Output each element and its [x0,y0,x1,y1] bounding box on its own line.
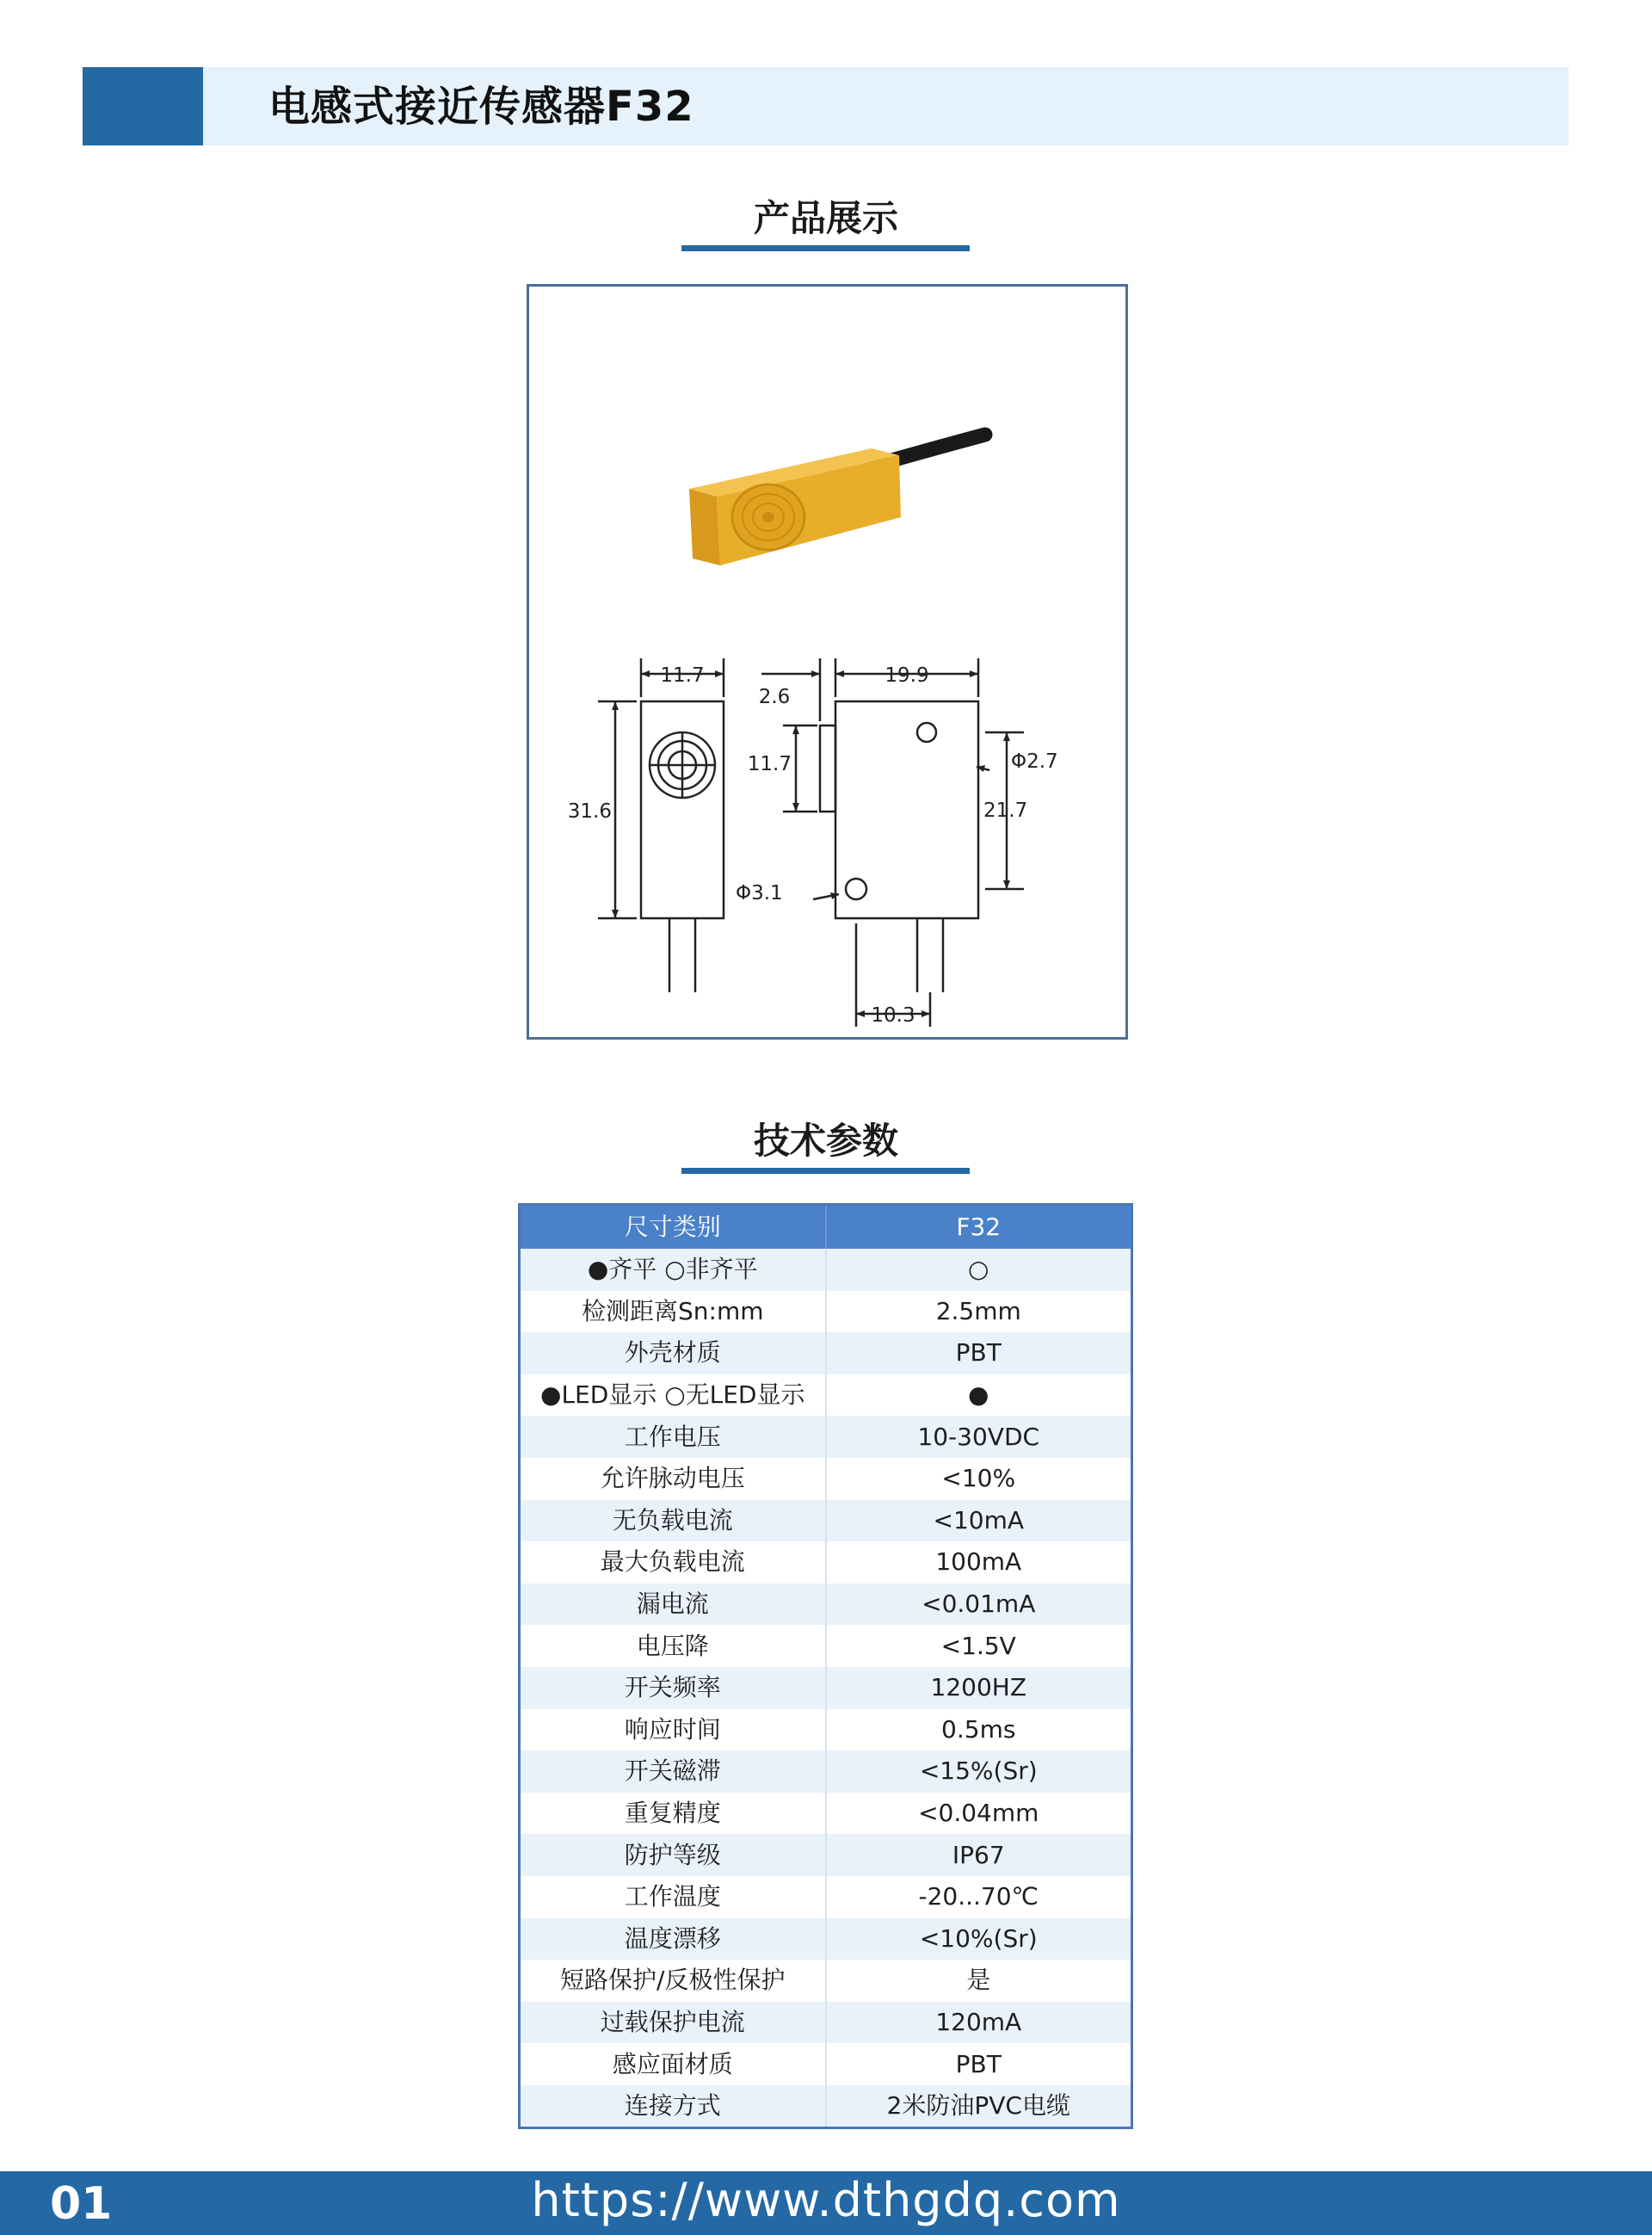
table-row [521,1541,1131,1584]
table-row [521,1625,1131,1667]
table-row [521,1750,1131,1793]
section-title-specs: 技术参数 [753,1120,898,1162]
table-cell-value: 2米防油PVC电缆 [886,2091,1070,2121]
table-cell-value: -20...70℃ [918,1882,1039,1911]
dim-lead-spacing: 10.3 [871,1004,915,1027]
table-row [521,2002,1131,2044]
dim-step-height: 11.7 [747,753,792,775]
dim-hole-small: Φ2.7 [1011,750,1058,773]
sensor-photo [689,435,985,565]
table-row [521,1709,1131,1751]
table-cell-label: 感应面材质 [521,2043,827,2085]
table-cell-value: 是 [966,1966,991,1995]
spec-table [518,1203,1133,2129]
table-row [521,1500,1131,1542]
table-row [521,1584,1131,1626]
table-cell-label: 检测距离Sn:mm [521,1291,827,1333]
table-row [521,1960,1131,2002]
table-cell-label: 短路保护/反极性保护 [521,1960,827,2002]
table-row [521,1332,1131,1374]
table-row [521,1876,1131,1918]
dimension-arrows [612,670,1010,1017]
table-cell-label: 响应时间 [521,1709,827,1751]
table-cell-label: 工作温度 [521,1876,827,1918]
dim-hole-spacing: 21.7 [983,800,1028,822]
section-title-product: 产品展示 [753,197,898,239]
section-underline-product [681,245,970,251]
header-accent-block [83,67,203,145]
table-row [521,1834,1131,1876]
table-cell-value: IP67 [952,1840,1005,1869]
table-cell-label: 过载保护电流 [521,2002,827,2044]
table-row [521,1291,1131,1333]
table-cell-label: 外壳材质 [521,1332,827,1374]
table-cell-label: 温度漂移 [521,1918,827,1960]
table-header-row [521,1206,1131,1249]
table-row [521,1667,1131,1709]
table-row [521,1249,1131,1291]
table-cell-value: <0.01mA [922,1590,1036,1619]
table-header-value: F32 [956,1213,1002,1241]
table-cell-value: <10% [941,1464,1016,1493]
section-underline-specs [681,1168,970,1174]
table-cell-value: <10mA [933,1505,1025,1534]
product-frame [527,284,1128,1040]
table-cell-label: 电压降 [521,1625,827,1667]
table-cell-value: ○ [968,1255,989,1284]
table-cell-label: 漏电流 [521,1584,827,1626]
table-cell-label: ●齐平 ○非齐平 [521,1249,827,1291]
table-cell-value: ● [968,1380,989,1410]
table-cell-value: 2.5mm [935,1296,1021,1325]
table-cell-value: PBT [955,2049,1002,2078]
table-row [521,1416,1131,1458]
table-row [521,2043,1131,2085]
website-link[interactable]: https://www.dthgdq.com [531,2173,1121,2227]
table-cell-value: 10-30VDC [917,1422,1040,1451]
table-cell-value: <15%(Sr) [919,1757,1038,1786]
table-cell-label: 重复精度 [521,1793,827,1835]
table-cell-value: <1.5V [940,1631,1016,1660]
table-row [521,2085,1131,2127]
table-cell-label: 最大负载电流 [521,1541,827,1584]
table-row [521,1918,1131,1960]
table-cell-label: 连接方式 [521,2085,827,2127]
table-cell-value: 120mA [935,2007,1022,2036]
table-cell-label: 开关磁滞 [521,1750,827,1793]
dim-side-width: 19.9 [885,664,929,687]
table-cell-label: 开关频率 [521,1667,827,1709]
product-illustration [529,287,1125,1037]
table-cell-label: 无负载电流 [521,1500,827,1542]
table-cell-value: 0.5ms [941,1714,1016,1744]
dim-offset: 2.6 [758,686,791,708]
dim-front-width: 11.7 [660,664,705,687]
table-cell-value: 100mA [935,1547,1022,1577]
dim-hole-large: Φ3.1 [736,882,783,904]
table-cell-value: 1200HZ [930,1673,1026,1702]
dim-front-height: 31.6 [567,800,612,823]
table-cell-label: 防护等级 [521,1834,827,1876]
page-number: 01 [50,2178,113,2230]
table-cell-value: PBT [955,1338,1002,1368]
table-row [521,1374,1131,1417]
table-cell-label: 允许脉动电压 [521,1458,827,1500]
table-cell-label: 工作电压 [521,1416,827,1458]
table-header-label: 尺寸类别 [521,1206,827,1249]
table-cell-value: <10%(Sr) [919,1923,1038,1953]
dimension-drawing [598,658,1024,1027]
page-title: 电感式接近传感器F32 [268,83,694,131]
table-cell-value: <0.04mm [918,1799,1039,1828]
table-cell-label: ●LED显示 ○无LED显示 [521,1374,827,1417]
table-row [521,1793,1131,1835]
table-row [521,1458,1131,1500]
